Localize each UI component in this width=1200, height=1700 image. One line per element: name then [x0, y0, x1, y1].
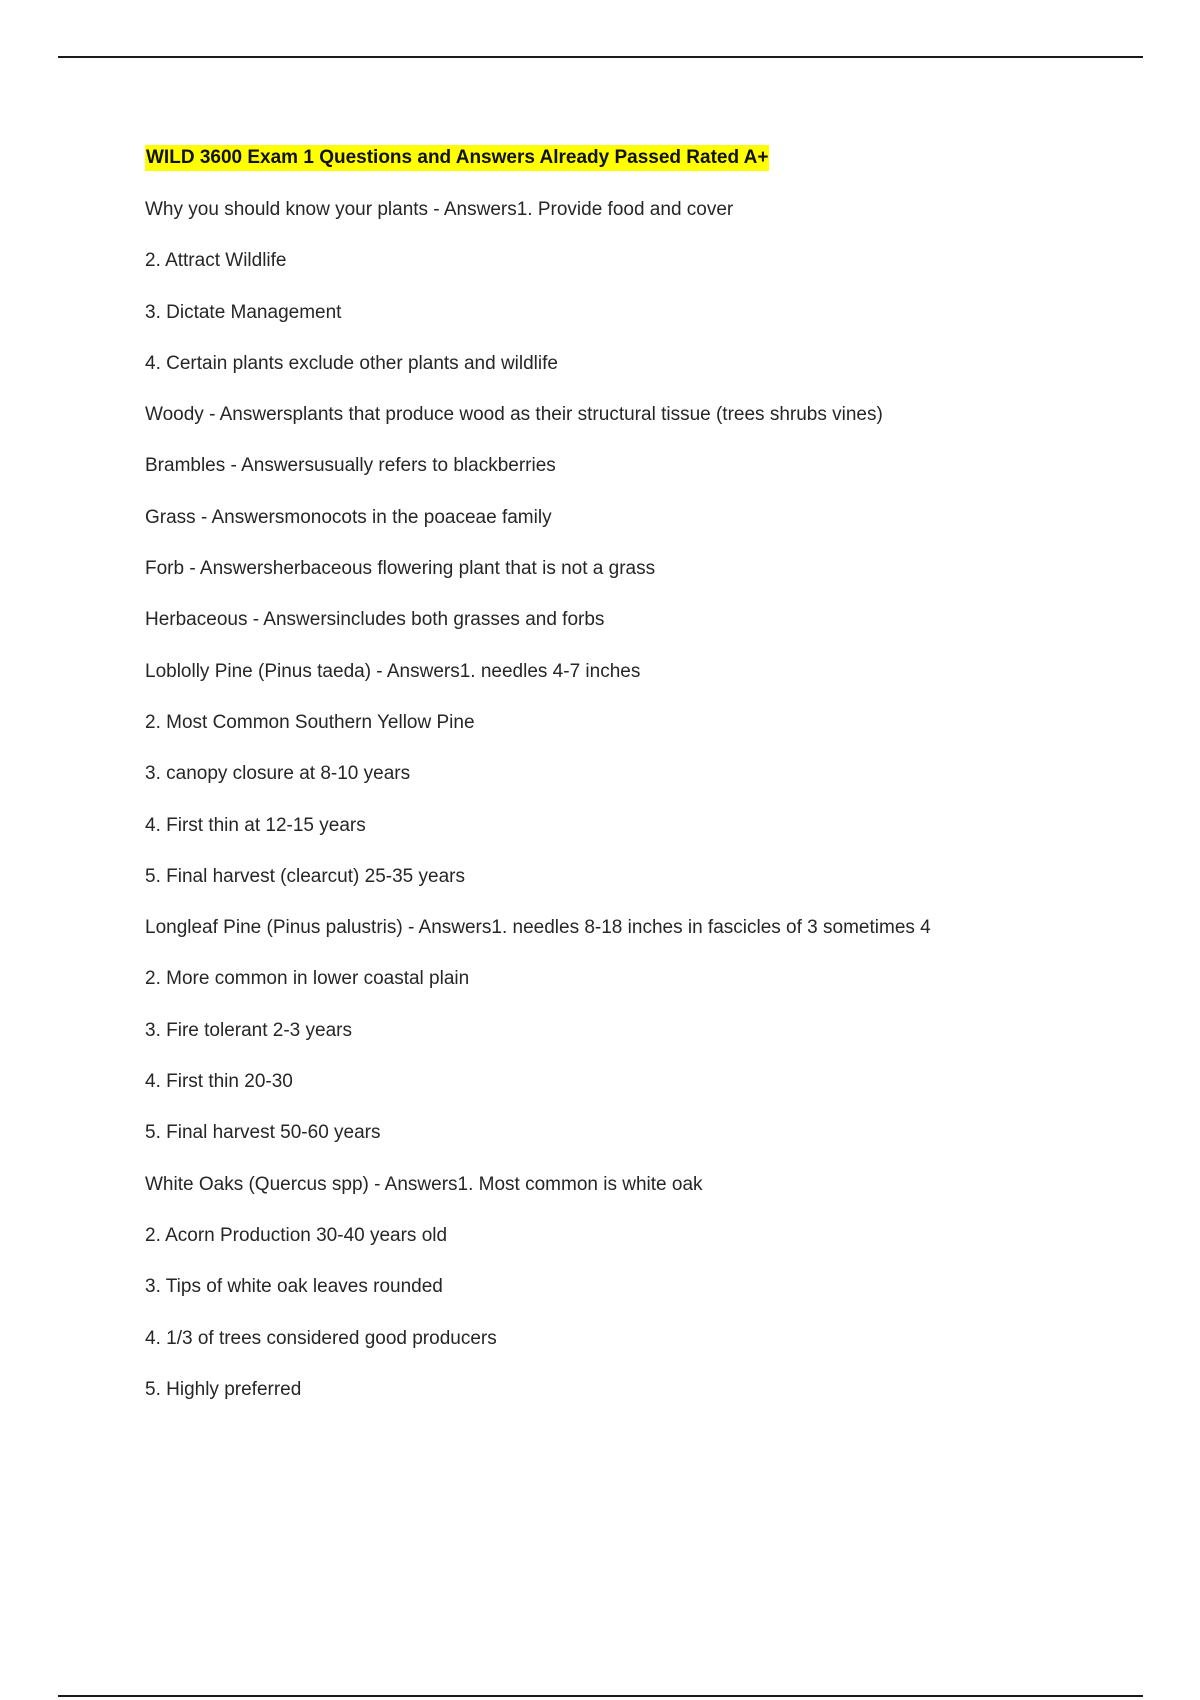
text-line: 4. 1/3 of trees considered good producers — [145, 1327, 497, 1349]
qa-list — [145, 197, 1145, 1403]
text-line: 2. Most Common Southern Yellow Pine — [145, 711, 475, 733]
text-line: 5. Final harvest (clearcut) 25-35 years — [145, 865, 465, 887]
text-line: 2. Acorn Production 30-40 years old — [145, 1224, 448, 1246]
text-line: 4. First thin 20-30 — [145, 1071, 293, 1093]
document-title: WILD 3600 Exam 1 Questions and Answers Already Passed Rated A+ — [145, 145, 769, 171]
header-rule — [58, 56, 1143, 58]
text-line: 5. Final harvest 50-60 years — [145, 1122, 381, 1144]
text-line: Loblolly Pine (Pinus taeda) - Answers1. needles 4-7 inches — [145, 660, 641, 682]
text-line: White Oaks (Quercus spp) - Answers1. Most common is white oak — [145, 1173, 703, 1195]
text-line: Brambles - Answersusually refers to blackberries — [145, 455, 556, 477]
text-line: Woody - Answersplants that produce wood as their structural tissue (trees shrubs vines) — [145, 404, 883, 426]
text-line: 4. Certain plants exclude other plants and wildlife — [145, 352, 558, 374]
text-line: 3. canopy closure at 8-10 years — [145, 763, 411, 785]
document-body — [145, 145, 1145, 1428]
text-line: Grass - Answersmonocots in the poaceae family — [145, 506, 552, 528]
text-line: 3. Fire tolerant 2-3 years — [145, 1019, 352, 1041]
text-line: 5. Highly preferred — [145, 1378, 302, 1400]
text-line: 3. Tips of white oak leaves rounded — [145, 1276, 443, 1298]
footer-rule — [58, 1695, 1143, 1697]
text-line: Longleaf Pine (Pinus palustris) - Answers1. needles 8-18 inches in fascicles of 3 sometimes 4 — [145, 917, 931, 939]
text-line: 3. Dictate Management — [145, 301, 342, 323]
text-line: 2. Attract Wildlife — [145, 250, 287, 272]
text-line: Forb - Answersherbaceous flowering plant that is not a grass — [145, 558, 656, 580]
text-line: Why you should know your plants - Answers1. Provide food and cover — [145, 199, 734, 220]
text-line: 4. First thin at 12-15 years — [145, 814, 366, 836]
text-line: 2. More common in lower coastal plain — [145, 968, 470, 990]
text-line: Herbaceous - Answersincludes both grasses and forbs — [145, 609, 605, 631]
